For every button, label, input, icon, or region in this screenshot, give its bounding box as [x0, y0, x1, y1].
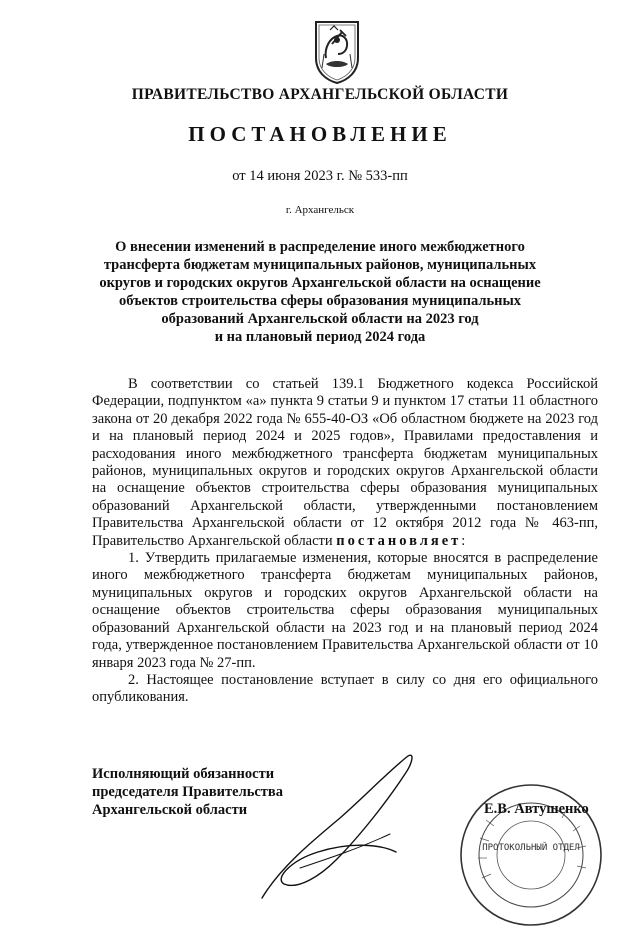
signer-position-line: председателя Правительства — [92, 784, 284, 800]
subject-line: объектов строительства сферы образования муниципальных — [118, 293, 522, 309]
document-type: ПОСТАНОВЛЕНИЕ — [188, 122, 452, 146]
document-body — [92, 376, 598, 707]
government-title: ПРАВИТЕЛЬСТВО АРХАНГЕЛЬСКОЙ ОБЛАСТИ — [131, 86, 509, 103]
item-1-paragraph: 1. Утвердить прилагаемые изменения, которые вносятся в распределение иного межбюджетного трансферта бюджетам муниципальных районов, муниципальных округов и городских округов Архангельской области на оснащение объектов строительства сферы образования муниципальных образований Архангельской области на 2023 год и на плановый период 2024 года, утвержденное постановлением Правительства Архангельской области от 10 января 2023 года № 27-пп. — [92, 550, 598, 671]
preamble-paragraph — [92, 376, 598, 550]
signer-name: Е.В. Автушенко — [484, 801, 589, 817]
subject-line: О внесении изменений в распределение иного межбюджетного — [115, 239, 525, 255]
subject-line: образований Архангельской области на 2023 год — [161, 311, 479, 327]
document-city: г. Архангельск — [285, 204, 355, 216]
decree-word: постановляет — [336, 532, 462, 549]
subject-line: трансферта бюджетам муниципальных районов, муниципальных — [103, 257, 537, 273]
subject-line: и на плановый период 2024 года — [214, 329, 426, 345]
item-2-paragraph: 2. Настоящее постановление вступает в силу со дня его официального опубликования. — [92, 671, 598, 706]
subject-line: округов и городских округов Архангельской области на оснащение — [99, 275, 541, 291]
signer-position-line: Исполняющий обязанности — [92, 766, 275, 782]
signer-position-line: Архангельской области — [92, 802, 248, 818]
document-date-number: от 14 июня 2023 г. № 533-пп — [232, 168, 408, 184]
stamp-text: ПРОТОКОЛЬНЫЙ ОТДЕЛ — [482, 843, 580, 853]
coat-of-arms-icon — [312, 18, 362, 84]
signer-position — [92, 765, 283, 819]
document-subject — [84, 238, 556, 346]
preamble-text: В соответствии со статьей 139.1 Бюджетного кодекса Российской Федерации, подпунктом «а» пункта 9 статьи 9 и пунктом 17 статьи 11 областного закона от 20 декабря 2022 года № 655-40-ОЗ «Об областном бюджете на 2023 год и на плановый период 2024 и 2025 годов», Правилами предоставления и расходования иного межбюджетного трансферта бюджетам муниципальных районов, муниципальных округов и городских округов Архангельской области на оснащение объектов строительства сферы образования муниципальных образований Архангельской области, утвержденными постановлением Правительства Архангельской области от 12 октября 2012 года № 463-пп, Правительство Архангельской области — [92, 376, 598, 549]
preamble-end: : — [461, 532, 466, 549]
